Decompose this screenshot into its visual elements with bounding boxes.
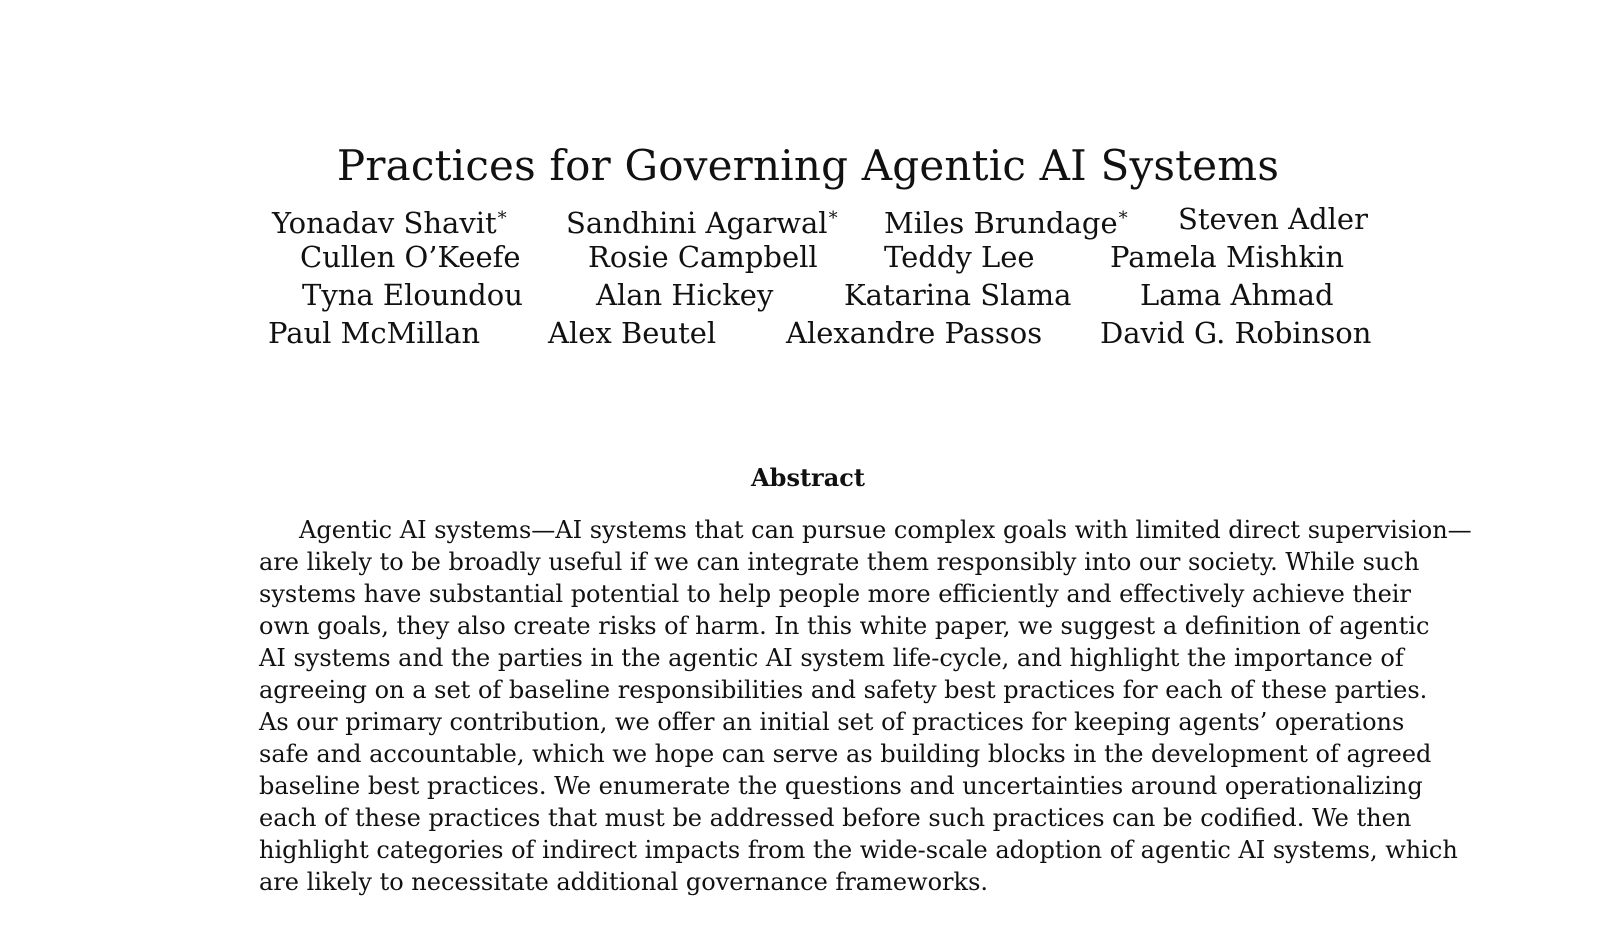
author: Yonadav Shavit*	[272, 206, 507, 240]
author-row	[0, 200, 1616, 238]
author: Cullen O’Keefe	[300, 240, 521, 274]
author: Tyna Eloundou	[302, 278, 523, 312]
abstract-body	[259, 514, 1472, 898]
abstract-line: are likely to be broadly useful if we can integrate them responsibly into our society. While such	[259, 548, 1420, 576]
abstract-line: systems have substantial potential to help people more efficiently and effectively achieve their	[259, 580, 1411, 608]
equal-contribution-mark: *	[828, 208, 838, 229]
author: Sandhini Agarwal*	[566, 206, 838, 240]
abstract-line: As our primary contribution, we offer an initial set of practices for keeping agents’ operations	[259, 708, 1405, 736]
author: Rosie Campbell	[588, 240, 818, 274]
author: Teddy Lee	[884, 240, 1035, 274]
author: Lama Ahmad	[1140, 278, 1334, 312]
author: Alan Hickey	[596, 278, 774, 312]
abstract-line: AI systems and the parties in the agentic AI system life-cycle, and highlight the importance of	[259, 644, 1404, 672]
abstract-line: baseline best practices. We enumerate the questions and uncertainties around operationalizing	[259, 772, 1423, 800]
author: Katarina Slama	[844, 278, 1072, 312]
abstract-line: highlight categories of indirect impacts from the wide-scale adoption of agentic AI systems, which	[259, 836, 1458, 864]
author: David G. Robinson	[1100, 316, 1372, 350]
author-row	[0, 238, 1616, 276]
author: Steven Adler	[1178, 202, 1368, 236]
author: Paul McMillan	[268, 316, 481, 350]
abstract-heading: Abstract	[751, 463, 865, 492]
abstract-line: own goals, they also create risks of harm. In this white paper, we suggest a definition of agentic	[259, 612, 1430, 640]
author: Alexandre Passos	[786, 316, 1043, 350]
author-row	[0, 276, 1616, 314]
abstract-line: safe and accountable, which we hope can serve as building blocks in the development of agreed	[259, 740, 1432, 768]
paper-title: Practices for Governing Agentic AI Systems	[336, 141, 1280, 191]
abstract-line: agreeing on a set of baseline responsibilities and safety best practices for each of these parties.	[259, 676, 1428, 704]
author: Alex Beutel	[548, 316, 717, 350]
abstract-line: are likely to necessitate additional governance frameworks.	[259, 868, 989, 896]
equal-contribution-mark: *	[1118, 208, 1128, 229]
equal-contribution-mark: *	[497, 208, 507, 229]
author: Miles Brundage*	[884, 206, 1128, 240]
abstract-line: Agentic AI systems—AI systems that can pursue complex goals with limited direct supervision—	[299, 516, 1472, 544]
author: Pamela Mishkin	[1110, 240, 1344, 274]
abstract-line: each of these practices that must be addressed before such practices can be codified. We then	[259, 804, 1412, 832]
author-row	[0, 314, 1616, 352]
